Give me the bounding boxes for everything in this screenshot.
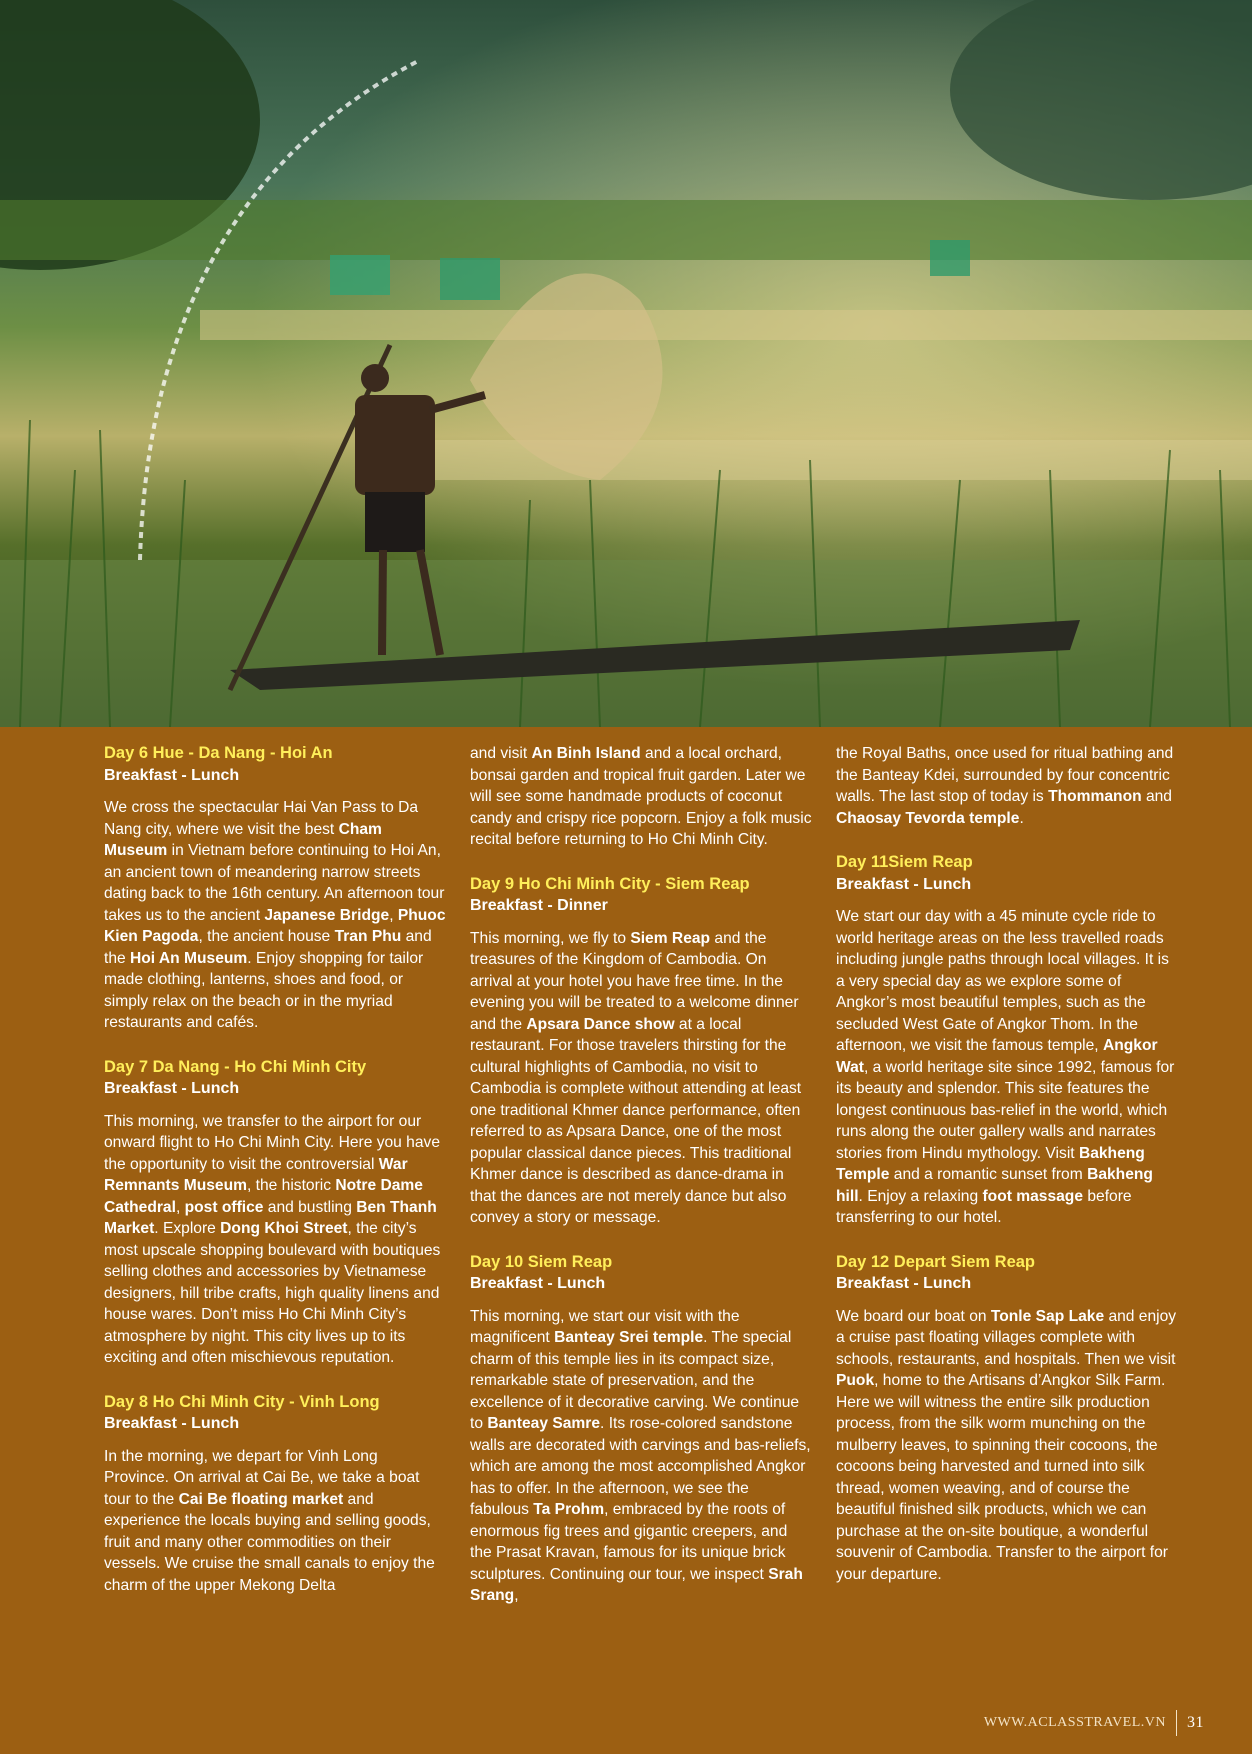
day-description bbox=[470, 928, 812, 1229]
day-title: Day 10 Siem Reap bbox=[470, 1252, 613, 1271]
itinerary-day bbox=[104, 1057, 446, 1369]
footer-divider bbox=[1176, 1710, 1177, 1736]
highlight-place: Notre Dame Cathedral bbox=[104, 1177, 423, 1216]
day-description bbox=[836, 743, 1178, 829]
highlight-place: Chaosay Tevorda temple bbox=[836, 809, 1020, 827]
day-description bbox=[104, 1111, 446, 1369]
highlight-place: Thommanon bbox=[1048, 788, 1142, 805]
highlight-place: Bakheng hill bbox=[836, 1166, 1153, 1205]
page-footer bbox=[984, 1710, 1204, 1736]
highlight-place: Puok bbox=[836, 1372, 875, 1389]
itinerary-day bbox=[470, 874, 812, 1229]
day-meals: Breakfast - Lunch bbox=[836, 875, 972, 893]
day-paragraph: the Royal Baths, once used for ritual bathing and the Banteay Kdei, surrounded by four concentric walls. The last stop of today is Thommanon and Chaosay Tevorda temple. bbox=[836, 745, 1174, 827]
highlight-place: post office bbox=[184, 1198, 264, 1216]
column-1 bbox=[104, 743, 446, 1619]
highlight-place: War Remnants Museum bbox=[104, 1155, 408, 1194]
day-meals: Breakfast - Dinner bbox=[470, 897, 608, 914]
day-title: Day 8 Ho Chi Minh City - Vinh Long bbox=[104, 1392, 380, 1411]
day-description bbox=[470, 743, 812, 851]
day-paragraph: and visit An Binh Island and a local orchard, bonsai garden and tropical fruit garden. Later we will see some handmade products of coconut candy and crispy rice popcorn. Enjoy a folk music recital before returning to Ho Chi Minh City. bbox=[470, 745, 812, 848]
day-description bbox=[104, 1446, 446, 1597]
day-paragraph: This morning, we transfer to the airport for our onward flight to Ho Chi Minh City. Here you have the opportunity to visit the controversial War Remnants Museum, the historic Notre Dame Cathedral, post office and bustling Ben Thanh Market. Explore Dong Khoi Street, the city’s most upscale shopping boulevard with boutiques selling clothes and accessories by Vietnamese designers, hill tribe crafts, high quality linens and house wares. Don’t miss Ho Chi Minh City’s atmosphere by night. This city lives up to its exciting and often mischievous reputation. bbox=[104, 1112, 441, 1366]
column-3 bbox=[836, 743, 1178, 1608]
highlight-place: Dong Khoi Street bbox=[220, 1220, 348, 1237]
highlight-place: Bakheng Temple bbox=[836, 1144, 1145, 1183]
day-title: Day 9 Ho Chi Minh City - Siem Reap bbox=[470, 874, 750, 893]
highlight-place: Tonle Sap Lake bbox=[990, 1307, 1105, 1325]
highlight-place: Ta Prohm bbox=[533, 1501, 605, 1518]
highlight-place: Ben Thanh Market bbox=[104, 1198, 437, 1237]
day-paragraph: We cross the spectacular Hai Van Pass to Da Nang city, where we visit the best Cham Museum in Vietnam before continuing to Hoi An, an ancient town of meandering narrow streets dating back to the 16th century. An afternoon tour takes us to the ancient Japanese Bridge, Phuoc Kien Pagoda, the ancient house Tran Phu and the Hoi An Museum. Enjoy shopping for tailor made clothing, lanterns, shoes and food, or simply relax on the beach or in the myriad restaurants and cafés. bbox=[104, 799, 446, 1031]
day-title: Day 7 Da Nang - Ho Chi Minh City bbox=[104, 1057, 367, 1076]
day-description bbox=[470, 1306, 812, 1607]
itinerary-day bbox=[836, 1252, 1178, 1586]
highlight-place: Angkor Wat bbox=[836, 1037, 1158, 1076]
highlight-place: Siem Reap bbox=[630, 929, 711, 947]
column-2 bbox=[470, 743, 812, 1630]
highlight-place: Apsara Dance show bbox=[526, 1015, 675, 1033]
highlight-place: Banteay Srei temple bbox=[554, 1329, 704, 1346]
itinerary-day bbox=[836, 743, 1178, 829]
day-paragraph: We start our day with a 45 minute cycle ride to world heritage areas on the less travelled roads including jungle paths through local villages. It is a very special day as we explore some of Angkor’s most beautiful temples, such as the secluded West Gate of Angkor Thom. In the afternoon, we visit the famous temple, Angkor Wat, a world heritage site since 1992, famous for its beauty and splendor. This site features the longest continuous bas-relief in the world, which runs along the outer gallery walls and narrates stories from Hindu mythology. Visit Bakheng Temple and a romantic sunset from Bakheng hill. Enjoy a relaxing foot massage before transferring to our hotel. bbox=[836, 908, 1175, 1226]
day-title: Day 12 Depart Siem Reap bbox=[836, 1252, 1036, 1271]
day-meals: Breakfast - Lunch bbox=[104, 1080, 240, 1097]
highlight-place: Cham Museum bbox=[104, 820, 382, 859]
day-paragraph: This morning, we start our visit with the magnificent Banteay Srei temple. The special charm of this temple lies in its compact size, remarkable state of preservation, and the excellence of it decorative carving. We continue to Banteay Samre. Its rose-colored sandstone walls are decorated with carvings and bas-reliefs, which are among the most accomplished Angkor has to offer. In the afternoon, we see the fabulous Ta Prohm, embraced by the roots of enormous fig trees and gigantic creepers, and the Prasat Kravan, famous for its unique brick sculptures. Continuing our tour, we inspect Srah Srang, bbox=[470, 1307, 811, 1604]
itinerary-day bbox=[104, 743, 446, 1034]
highlight-place: Banteay Samre bbox=[487, 1415, 601, 1432]
day-title: Day 11Siem Reap bbox=[836, 853, 973, 871]
itinerary-day bbox=[836, 852, 1178, 1229]
day-paragraph: This morning, we fly to Siem Reap and the treasures of the Kingdom of Cambodia. On arrival at your hotel you have free time. In the evening you will be treated to a welcome dinner and the Apsara Dance show at a local restaurant. For those travelers thirsting for the cultural highlights of Cambodia, no visit to Cambodia is complete without attending at least one traditional Khmer dance performance, often referred to as Apsara Dance, one of the most popular classical dance pieces. This traditional Khmer dance is described as dance-drama in that the dances are not merely dance but also convey a story or message. bbox=[470, 929, 802, 1226]
day-meals: Breakfast - Lunch bbox=[470, 1275, 606, 1292]
day-meals: Breakfast - Lunch bbox=[836, 1275, 972, 1292]
day-meals: Breakfast - Lunch bbox=[104, 766, 240, 784]
hero-photo bbox=[0, 0, 1252, 727]
website-url: WWW.ACLASSTRAVEL.VN bbox=[983, 1715, 1166, 1730]
day-paragraph: In the morning, we depart for Vinh Long Province. On arrival at Cai Be, we take a boat tour to the Cai Be floating market and experience the locals buying and selling goods, fruit and many other commodities on their vessels. We cruise the small canals to enjoy the charm of the upper Mekong Delta bbox=[104, 1447, 435, 1594]
day-paragraph: We board our boat on Tonle Sap Lake and enjoy a cruise past floating villages complete with schools, restaurants, and hospitals. Then we visit Puok, home to the Artisans d’Angkor Silk Farm. Here we will witness the entire silk production process, from the silk worm munching on the mulberry leaves, to spinning their cocoons, the cocoons being harvested and turned into silk thread, women weaving, and of course the beautiful finished silk products, which we can purchase at the on-site boutique, a wonderful souvenir of Cambodia. Transfer to the airport for your departure. bbox=[836, 1307, 1177, 1583]
itinerary-day bbox=[470, 743, 812, 851]
itinerary-day bbox=[470, 1252, 812, 1607]
highlight-place: Hoi An Museum bbox=[130, 949, 248, 967]
itinerary-day bbox=[104, 1392, 446, 1597]
highlight-place: An Binh Island bbox=[531, 745, 641, 762]
fisherman-casting-net-photo bbox=[0, 0, 1252, 727]
page-number: 31 bbox=[1187, 1714, 1204, 1731]
day-title: Day 6 Hue - Da Nang - Hoi An bbox=[104, 744, 333, 762]
day-description bbox=[104, 797, 446, 1034]
day-description bbox=[836, 906, 1178, 1229]
day-meals: Breakfast - Lunch bbox=[104, 1415, 240, 1432]
highlight-place: foot massage bbox=[982, 1187, 1084, 1205]
highlight-place: Japanese Bridge bbox=[264, 906, 390, 924]
highlight-place: Srah Srang bbox=[470, 1565, 803, 1604]
highlight-place: Tran Phu bbox=[334, 928, 402, 945]
day-description bbox=[836, 1306, 1178, 1586]
highlight-place: Cai Be floating market bbox=[178, 1490, 344, 1508]
highlight-place: Phuoc Kien Pagoda bbox=[104, 906, 446, 945]
